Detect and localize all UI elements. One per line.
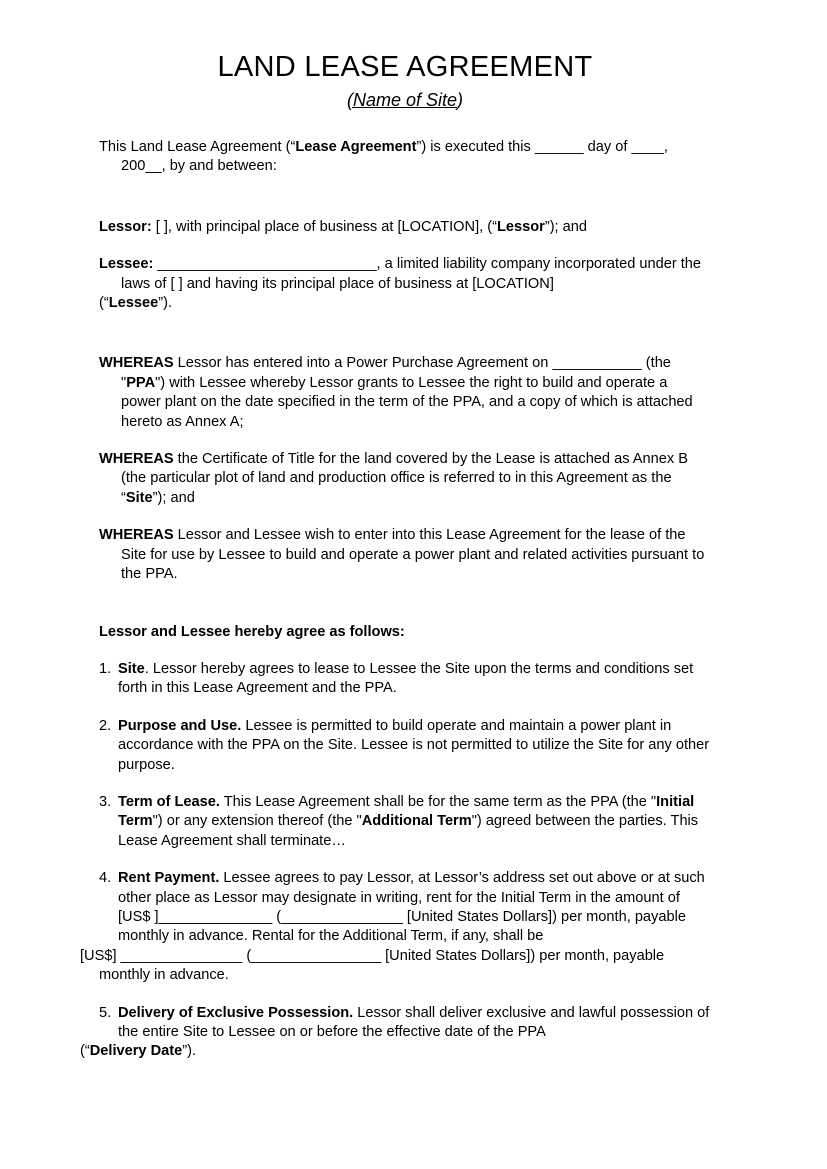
intro-paragraph xyxy=(99,138,711,177)
whereas-text-a: Lessor and Lessee wish to enter into this Lease Agreement for the lease of the Site for use by Lessee to build and operate a power plant and related activities pursuant to the PPA. xyxy=(121,527,705,583)
document-title: LAND LEASE AGREEMENT xyxy=(217,51,593,83)
clause-heading: Delivery of Exclusive Possession. xyxy=(118,1004,354,1021)
lessor-paragraph xyxy=(99,218,711,237)
whereas-keyword: WHEREAS xyxy=(99,527,174,544)
whereas-bold-term: PPA xyxy=(126,374,156,391)
lessee-paragraph xyxy=(99,255,711,294)
spacer xyxy=(99,986,711,1004)
spacer xyxy=(99,177,711,218)
spacer xyxy=(99,111,711,138)
lessee-text: ___________________________, a limited liability company incorporated under the laws of [ ] and having its principal place of business at [LOCATION] xyxy=(121,256,702,292)
document-subtitle-underlined: (Name of Site xyxy=(346,90,458,110)
lessee-closing-line xyxy=(99,294,711,313)
lessor-text: [ ], with principal place of business at [LOCATION], (“ xyxy=(151,218,497,235)
clause-heading: Term of Lease. xyxy=(118,793,220,810)
agreement-heading xyxy=(99,623,711,642)
whereas-keyword: WHEREAS xyxy=(99,451,174,468)
clause-delivery-outdent-line xyxy=(80,1042,711,1061)
document-subtitle xyxy=(99,89,711,111)
spacer xyxy=(99,775,711,793)
clause-number: 3. xyxy=(99,793,112,810)
agreement-heading-text: Lessor and Lessee hereby agree as follows: xyxy=(99,623,405,640)
clause-delivery-date-suffix: ”). xyxy=(182,1043,196,1060)
clause-heading: Site xyxy=(118,660,145,677)
clause-item xyxy=(99,869,711,947)
clause-delivery-date-prefix: (“ xyxy=(80,1043,90,1060)
whereas-bold-term: Site xyxy=(125,489,153,506)
clause-item xyxy=(99,717,711,775)
clause-body-c: monthly in advance. xyxy=(99,967,229,984)
lessor-label: Lessor: xyxy=(99,218,152,235)
spacer xyxy=(99,642,711,660)
clause-number: 2. xyxy=(99,717,112,734)
whereas-text-a: Lessor has entered into a Power Purchase Agreement on ___________ (the " xyxy=(121,355,671,391)
clause-body: . Lessor hereby agrees to lease to Lessee the Site upon the terms and conditions set forth in this Lease Agreement and the PPA. xyxy=(118,660,694,697)
clause-item xyxy=(99,793,711,851)
clause-body-b: ") or any extension thereof (the " xyxy=(152,813,362,830)
clause-bold-initial-term: Initial Term xyxy=(118,793,695,830)
clause-body-a: Lessor shall deliver exclusive and lawful possession of the entire Site to Lessee on or before the effective date of the PPA xyxy=(118,1004,710,1040)
clause-body-a: Lessee agrees to pay Lessor, at Lessor’s address set out above or at such other place as Lessor may designate in writing, rent for the Initial Term in the amount of [US$ ]______________ (_______________ [United States Dollars]) per month, payable monthly in advance. Rental for the Additional Term, if any, shall be xyxy=(118,870,705,945)
intro-text-a: This Land Lease Agreement (“ xyxy=(99,139,296,155)
lessee-closing-bold: Lessee xyxy=(108,295,159,312)
document-subtitle-tail: ) xyxy=(457,90,464,110)
whereas-text-a: the Certificate of Title for the land covered by the Lease is attached as Annex B (the particular plot of land and production office is referred to in this Agreement as the “ xyxy=(121,451,688,506)
whereas-text-b: ") with Lessee whereby Lessor grants to Lessee the right to build and operate a power plant on the date specified in the term of the PPA, and a copy of which is attached hereto as Annex A; xyxy=(121,374,693,430)
spacer xyxy=(99,508,711,526)
lessee-closing-suffix: ”). xyxy=(158,295,173,312)
lessor-text-end: ”); and xyxy=(544,218,588,235)
clause-body: Lessee is permitted to build operate and maintain a power plant in accordance with the PPA on the Site. Lessee is not permitted to utilize the Site for any other purpose. xyxy=(118,717,710,773)
spacer xyxy=(99,313,711,354)
document-body xyxy=(80,0,711,1062)
whereas-clause xyxy=(99,354,711,432)
whereas-clause xyxy=(99,526,711,584)
spacer xyxy=(99,432,711,450)
intro-bold-term: Lease Agreement xyxy=(295,139,417,155)
spacer xyxy=(99,237,711,255)
intro-text-b: ”) is executed this ______ day of ____, 200__, by and between: xyxy=(121,139,668,175)
whereas-clause xyxy=(99,450,711,508)
spacer xyxy=(99,585,711,623)
spacer xyxy=(99,851,711,869)
spacer xyxy=(99,699,711,717)
clause-item xyxy=(99,1004,711,1043)
lessor-bold-term: Lessor xyxy=(496,218,545,235)
clause-bold-additional-term: Additional Term xyxy=(361,813,472,830)
lessee-closing-prefix: (“ xyxy=(99,295,109,312)
clause-number: 1. xyxy=(99,660,112,677)
clause-body-a: This Lease Agreement shall be for the same term as the PPA (the " xyxy=(219,793,657,810)
clause-rent-outdent-line xyxy=(80,947,711,966)
clause-item xyxy=(99,660,711,699)
clause-number: 4. xyxy=(99,870,112,887)
lessee-label: Lessee: xyxy=(99,256,154,273)
clause-heading: Purpose and Use. xyxy=(118,717,242,734)
clause-rent-additional-amount: [US$] _______________ (________________ [United States Dollars]) per month, payable xyxy=(80,947,665,964)
clause-rent-final-line xyxy=(99,966,711,985)
whereas-text-b: ”); and xyxy=(152,489,195,506)
clause-number: 5. xyxy=(99,1004,112,1021)
clause-heading: Rent Payment. xyxy=(118,870,220,887)
clause-body-c: ") agreed between the parties. This Lease Agreement shall terminate… xyxy=(118,813,699,849)
clause-delivery-date-bold: Delivery Date xyxy=(89,1043,183,1060)
whereas-keyword: WHEREAS xyxy=(99,355,174,372)
